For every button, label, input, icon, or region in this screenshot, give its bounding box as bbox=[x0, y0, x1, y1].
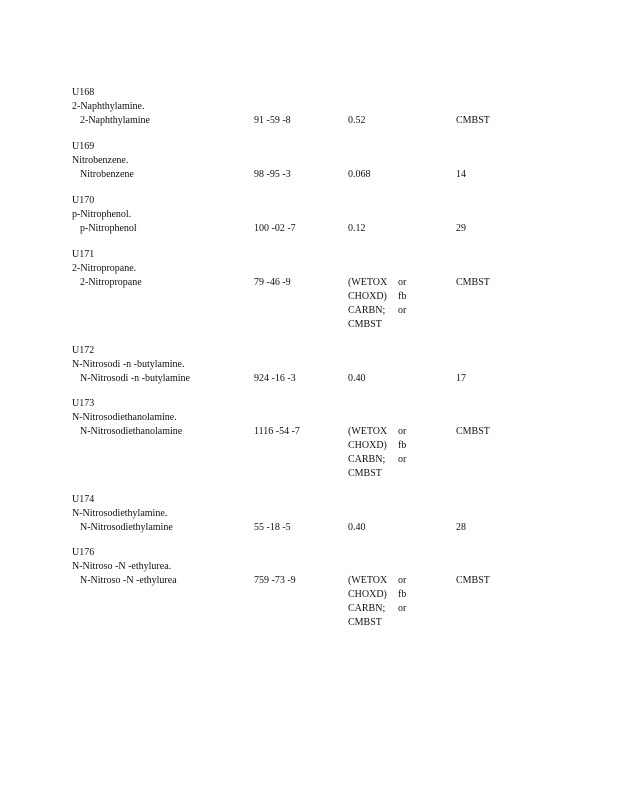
concentration: 0.12 bbox=[348, 223, 366, 234]
waste-name: 2-Naphthylamine. bbox=[72, 101, 145, 112]
technology-connector: or bbox=[398, 603, 407, 614]
technology-connector: or bbox=[398, 575, 407, 586]
cas-number: 100 -02 -7 bbox=[254, 223, 296, 234]
standard: 17 bbox=[456, 373, 466, 384]
technology-code: CHOXD) bbox=[348, 589, 387, 600]
waste-name: N-Nitrosodiethanolamine. bbox=[72, 412, 177, 423]
cas-number: 1116 -54 -7 bbox=[254, 426, 300, 437]
waste-name: p-Nitrophenol. bbox=[72, 209, 132, 220]
constituent-name: Nitrobenzene bbox=[80, 169, 134, 180]
technology-connector: fb bbox=[398, 440, 407, 451]
technology-code: CHOXD) bbox=[348, 291, 387, 302]
standard: 28 bbox=[456, 522, 466, 533]
waste-name: N-Nitrosodi -n -butylamine. bbox=[72, 359, 185, 370]
technology-connector: or bbox=[398, 426, 407, 437]
standard: 29 bbox=[456, 223, 466, 234]
waste-name: Nitrobenzene. bbox=[72, 155, 129, 166]
concentration: 0.40 bbox=[348, 373, 366, 384]
waste-name: N-Nitroso -N -ethylurea. bbox=[72, 561, 172, 572]
technology-code: CARBN; bbox=[348, 305, 386, 316]
concentration: 0.068 bbox=[348, 169, 371, 180]
cas-number: 98 -95 -3 bbox=[254, 169, 291, 180]
standard: CMBST bbox=[456, 426, 490, 437]
standard: 14 bbox=[456, 169, 466, 180]
cas-number: 759 -73 -9 bbox=[254, 575, 296, 586]
technology-code: CMBST bbox=[348, 617, 382, 628]
constituent-name: N-Nitroso -N -ethylurea bbox=[80, 575, 177, 586]
technology-code: CMBST bbox=[348, 468, 382, 479]
technology-code: CHOXD) bbox=[348, 440, 387, 451]
constituent-name: N-Nitrosodiethanolamine bbox=[80, 426, 183, 437]
waste-code: U171 bbox=[72, 249, 95, 260]
standard: CMBST bbox=[456, 277, 490, 288]
waste-code: U168 bbox=[72, 87, 95, 98]
cas-number: 924 -16 -3 bbox=[254, 373, 296, 384]
technology-connector: or bbox=[398, 277, 407, 288]
waste-name: 2-Nitropropane. bbox=[72, 263, 137, 274]
technology-code: (WETOX bbox=[348, 426, 388, 437]
constituent-name: N-Nitrosodiethylamine bbox=[80, 522, 173, 533]
cas-number: 79 -46 -9 bbox=[254, 277, 291, 288]
waste-code: U172 bbox=[72, 345, 95, 356]
constituent-name: N-Nitrosodi -n -butylamine bbox=[80, 373, 190, 384]
waste-name: N-Nitrosodiethylamine. bbox=[72, 508, 168, 519]
technology-code: CMBST bbox=[348, 319, 382, 330]
technology-code: (WETOX bbox=[348, 575, 388, 586]
technology-code: (WETOX bbox=[348, 277, 388, 288]
concentration: 0.52 bbox=[348, 115, 366, 126]
waste-code: U173 bbox=[72, 398, 95, 409]
technology-connector: fb bbox=[398, 589, 407, 600]
constituent-name: 2-Naphthylamine bbox=[80, 115, 150, 126]
cas-number: 55 -18 -5 bbox=[254, 522, 291, 533]
waste-code: U176 bbox=[72, 547, 95, 558]
technology-code: CARBN; bbox=[348, 603, 386, 614]
concentration: 0.40 bbox=[348, 522, 366, 533]
waste-code: U169 bbox=[72, 141, 95, 152]
standard: CMBST bbox=[456, 575, 490, 586]
constituent-name: p-Nitrophenol bbox=[80, 223, 137, 234]
cas-number: 91 -59 -8 bbox=[254, 115, 291, 126]
waste-code: U174 bbox=[72, 494, 95, 505]
technology-connector: or bbox=[398, 454, 407, 465]
waste-code: U170 bbox=[72, 195, 95, 206]
technology-code: CARBN; bbox=[348, 454, 386, 465]
technology-connector: fb bbox=[398, 291, 407, 302]
constituent-name: 2-Nitropropane bbox=[80, 277, 142, 288]
standard: CMBST bbox=[456, 115, 490, 126]
technology-connector: or bbox=[398, 305, 407, 316]
